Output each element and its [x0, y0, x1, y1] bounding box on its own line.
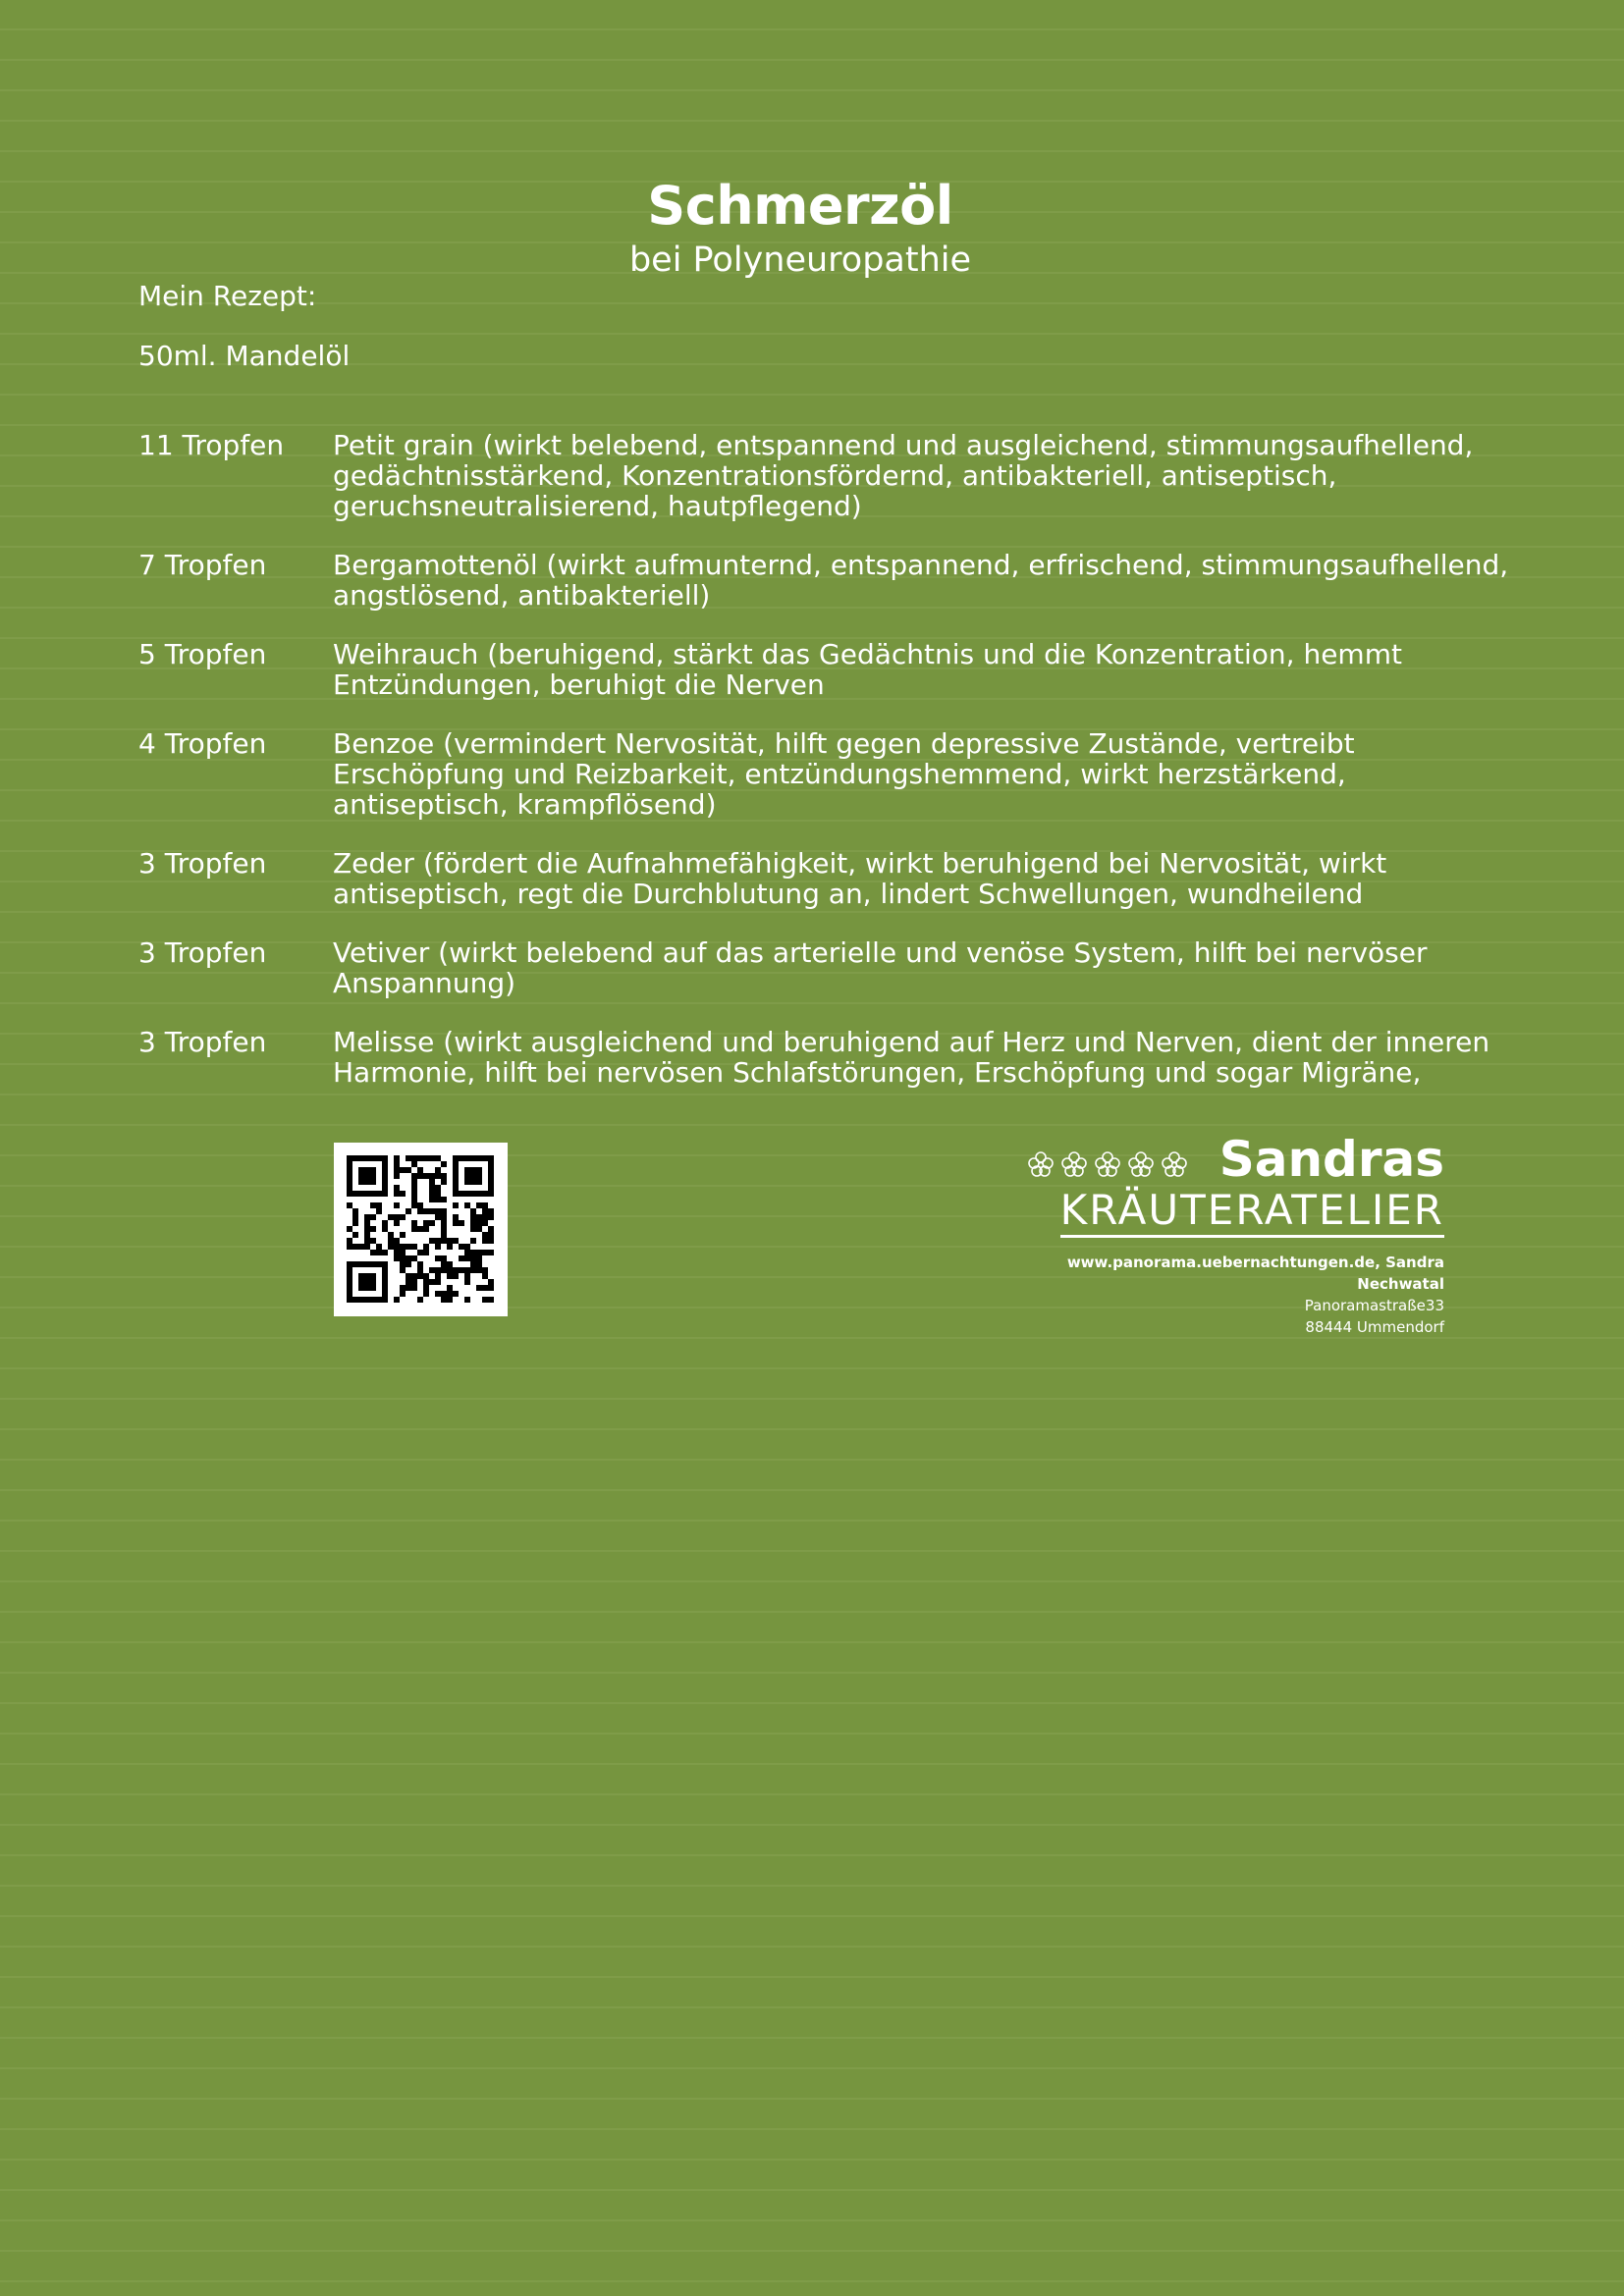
flower-icon	[1094, 1150, 1121, 1178]
recipe-item	[138, 430, 1513, 521]
recipe-item	[138, 550, 1513, 611]
brand-logo	[1032, 1131, 1444, 1338]
drop-amount: 4 Tropfen	[138, 727, 267, 760]
oil-description: Benzoe (vermindert Nervosität, hilft gegen depressive Zustände, vertreibt Erschöpfung und Reizbarkeit, entzündungshemmend, wirkt herzstärkend, antiseptisch, krampflösend)	[333, 727, 1355, 821]
recipe-item	[138, 639, 1513, 700]
recipe-item	[138, 728, 1513, 820]
drop-amount: 7 Tropfen	[138, 549, 267, 581]
drop-amount: 3 Tropfen	[138, 847, 267, 880]
drop-amount: 3 Tropfen	[138, 936, 267, 969]
page-title: Schmerzöl	[647, 175, 953, 237]
oil-description: Melisse (wirkt ausgleichend und beruhigend auf Herz und Nerven, dient der inneren Harmonie, hilft bei nervösen Schlafstörungen, Erschöpfung und sogar Migräne,	[333, 1026, 1490, 1089]
recipe-label: Mein Rezept:	[138, 280, 317, 312]
drop-amount: 5 Tropfen	[138, 638, 267, 670]
flower-icon	[1027, 1150, 1055, 1178]
recipe-item	[138, 1027, 1513, 1088]
drop-amount: 3 Tropfen	[138, 1026, 267, 1058]
qr-code[interactable]	[334, 1143, 508, 1316]
flower-icon	[1060, 1150, 1088, 1178]
oil-description: Petit grain (wirkt belebend, entspannend und ausgleichend, stimmungsaufhellend, gedächtnisstärkend, Konzentrationsfördernd, antibakteriell, antiseptisch, geruchsneutralisierend, hautpflegend)	[333, 429, 1474, 522]
brand-name: Sandras	[1218, 1131, 1444, 1188]
oil-description: Weihrauch (beruhigend, stärkt das Gedächtnis und die Konzentration, hemmt Entzündungen, beruhigt die Nerven	[333, 638, 1402, 701]
flower-icon	[1161, 1150, 1188, 1178]
oil-description: Zeder (fördert die Aufnahmefähigkeit, wirkt beruhigend bei Nervosität, wirkt antiseptisch, regt die Durchblutung an, lindert Schwellungen, wundheilend	[333, 847, 1387, 910]
flower-icon	[1127, 1150, 1155, 1178]
website-link[interactable]: www.panorama.uebernachtungen.de, Sandra Nechwatal	[1066, 1254, 1444, 1293]
recipe-item	[138, 848, 1513, 909]
drop-amount: 11 Tropfen	[138, 429, 285, 461]
recipe-list	[138, 430, 1513, 1116]
street-address: Panoramastraße33	[1304, 1297, 1444, 1314]
page-subtitle: bei Polyneuropathie	[628, 240, 972, 280]
brand-subtitle: KRÄUTERATELIER	[1060, 1188, 1444, 1238]
city-address: 88444 Ummendorf	[1305, 1318, 1444, 1336]
oil-description: Bergamottenöl (wirkt aufmunternd, entspannend, erfrischend, stimmungsaufhellend, angstlösend, antibakteriell)	[333, 549, 1509, 612]
base-oil: 50ml. Mandelöl	[138, 340, 351, 372]
oil-description: Vetiver (wirkt belebend auf das arterielle und venöse System, hilft bei nervöser Anspannung)	[333, 936, 1428, 999]
contact-block	[1032, 1252, 1444, 1338]
recipe-item	[138, 937, 1513, 998]
flower-row	[1027, 1150, 1188, 1178]
qr-code-icon	[334, 1143, 508, 1316]
